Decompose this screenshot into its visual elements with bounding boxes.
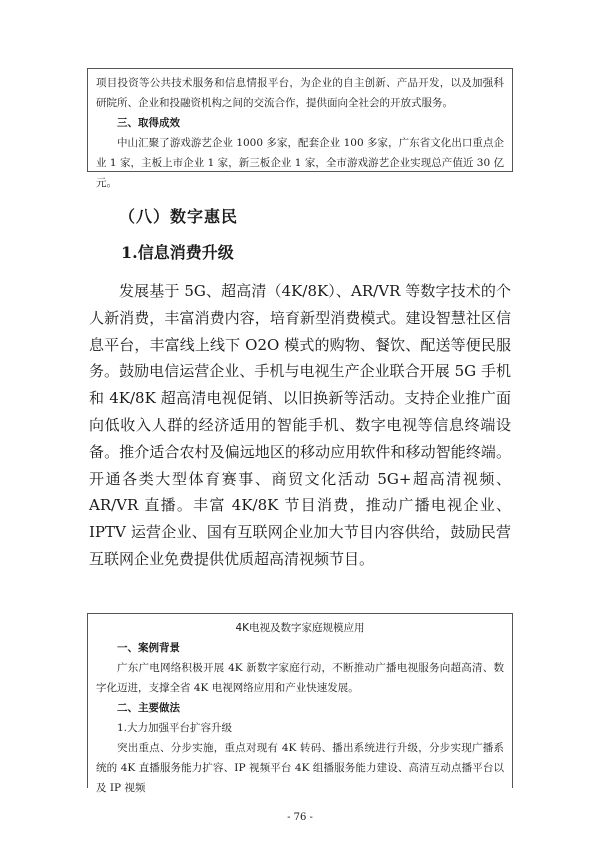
box1-heading-results: 三、取得成效	[117, 117, 180, 129]
box2-heading-practice: 二、主要做法	[117, 702, 180, 714]
box1-paragraph-2: 中山汇聚了游戏游艺企业 1000 多家，配套企业 100 多家，广东省文化出口重点企业 1 家，主板上市企业 1 家，新三板企业 1 家，全市游戏游艺企业实现总产值近 30 亿元。	[96, 137, 504, 189]
box2-subheading-platform: 1.大力加强平台扩容升级	[117, 722, 233, 734]
section-title: （八）数字惠民	[119, 207, 239, 226]
main-paragraph: 发展基于 5G、超高清（4K/8K）、AR/VR 等数字技术的个人新消费，丰富消费内容，培育新型消费模式。建设智慧社区信息平台，丰富线上线下 O2O 模式的购物、餐饮、配送等便民服务。鼓励电信运营企业、手机与电视生产企业联合开展 5G 手机和 4K/8K 超高清电视促销、以旧换新等活动。支持企业推广面向低收入人群的经济适用的智能手机、数字电视等信息终端设备。推介适合农村及偏远地区的移动应用软件和移动智能终端。开通各类大型体育赛事、商贸文化活动 5G+超高清视频、AR/VR 直播。丰富 4K/8K 节目消费，推动广播电视企业、IPTV 运营企业、国有互联网企业加大节目内容供给，鼓励民营互联网企业免费提供优质超高清视频节目。	[89, 282, 511, 568]
box2-heading-background: 一、案例背景	[117, 642, 180, 654]
subsection-title: 1.信息消费升级	[121, 243, 234, 262]
page-number: - 76 -	[287, 812, 313, 823]
box2-title: 4K电视及数字家庭规模应用	[235, 622, 365, 634]
box1-paragraph-1: 项目投资等公共技术服务和信息情报平台，为企业的自主创新、产品开发，以及加强科研院所、企业和投融资机构之间的交流合作，提供面向全社会的开放式服务。	[96, 77, 504, 109]
case-box-4k	[87, 613, 513, 794]
box2-paragraph-background: 广东广电网络积极开展 4K 新数字家庭行动，不断推动广播电视服务向超高清、数字化迈进，支撑全省 4K 电视网络应用和产业快速发展。	[96, 662, 504, 694]
box2-paragraph-platform: 突出重点、分步实施，重点对现有 4K 转码、播出系统进行升级，分步实现广播系统的 4K 直播服务能力扩容、IP 视频平台 4K 组播服务能力建设、高清互动点播平台以及 IP 视频	[96, 742, 504, 794]
case-box-top	[87, 68, 513, 189]
